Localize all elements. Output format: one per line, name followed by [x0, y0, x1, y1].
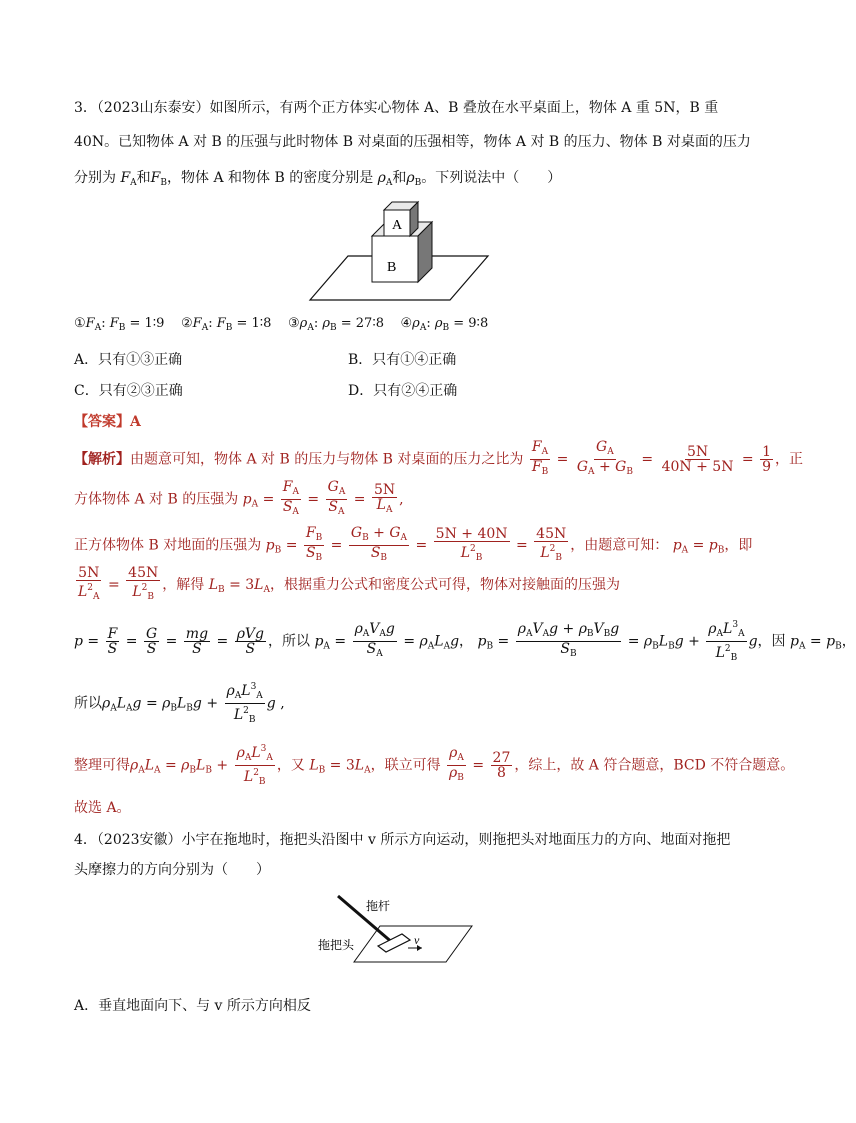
q3-line-3a: 分别为: [74, 170, 116, 186]
q3-line-1: 3．（2023山东泰安）如图所示，有两个正方体实心物体 A、B 叠放在水平桌面上，物体 A 重 5N，B 重: [74, 100, 719, 116]
q3-line-3b: ，物体 A 和物体 B 的密度分别是: [167, 170, 374, 186]
cube-a-label: A: [392, 218, 403, 233]
answer-line: [74, 412, 141, 432]
option-d: D．只有②④正确: [348, 383, 458, 399]
answer-label: 【答案】: [74, 414, 130, 430]
analysis-line-7: 整理可得$\rho_AL_A = \rho_BL_B$ + $\frac{\rho_AL^3_A}{L^2_B}$ ，又 $L_B = 3L_A$，联立可得 $\frac{\rho_A}{\rho_B}$ = $\frac{27}{8}$ ，综上，故 A 符合题意，BCD 不符合题意。: [74, 744, 795, 787]
mop-figure: [316, 892, 486, 968]
analysis-line-6: 所以$\rho_AL_Ag = \rho_BL_Bg$ + $\frac{\rho_AL^3_A}{L^2_B}$ g ,: [74, 682, 285, 725]
answer-value: A: [130, 414, 141, 430]
option-c: C．只有②③正确: [74, 383, 183, 399]
analysis-label: 【解析】: [74, 451, 130, 468]
analysis-conclusion: 故选 A。: [74, 800, 131, 816]
analysis-line-3: 正方体物体 B 对地面的压强为 $p_B$ = $\frac{F_B}{S_B}$ = $\frac{G_B + G_A}{S_B}$ = $\frac{5N + 40N}{L^2_B}$ = $\frac{45N}{L^2_B}$ ，由题意可知： $p_A = p_B$，即: [74, 525, 753, 563]
q4-line-1: 4．（2023安徽）小宇在拖地时，拖把头沿图中 v 所示方向运动，则拖把头对地面压力的方向、地面对拖把: [74, 832, 731, 848]
mop-rod-label: 拖杆: [366, 899, 391, 913]
statements-row: $①F_A$: $F_B$ = 1∶9 $②F_A$: $F_B$ = 1∶8 $③\rho_A$: $\rho_B$ = 27∶8 $④\rho_A$: $\rho_B$ = 9∶8: [74, 316, 489, 333]
analysis-line-4: $\frac{5N}{L^2_A}$ = $\frac{45N}{L^2_B}$ ，解得 $L_B = 3L_A$，根据重力公式和密度公式可得，物体对接触面的压强为: [78, 565, 620, 602]
option-a: A．只有①③正确: [74, 352, 183, 368]
cube-b-label: B: [387, 260, 397, 275]
q4-line-2: 头摩擦力的方向分别为（ ）: [74, 862, 270, 878]
option-b: B．只有①④正确: [348, 352, 457, 368]
q3-line-2: 40N。已知物体 A 对 B 的压强与此时物体 B 对桌面的压强相等，物体 A 对 B 的压力、物体 B 对桌面的压力: [74, 134, 751, 150]
mop-head-label: 拖把头: [318, 938, 355, 952]
analysis-line-2: 方体物体 A 对 B 的压强为 $p_A$ = $\frac{F_A}{S_A}$ = $\frac{G_A}{S_A}$ = $\frac{5N}{L_A}$ ,: [74, 479, 404, 517]
q4-option-a: A．垂直地面向下、与 v 所示方向相反: [74, 998, 311, 1014]
q3-line-3c: 。下列说法中（ ）: [421, 170, 562, 186]
analysis-line-1: 【解析】由题意可知，物体 A 对 B 的压力与物体 B 对桌面的压力之比为 $\frac{F_A}{F_B}$ = $\frac{G_A}{G_A + G_B}$ = $\frac{5N}{40N + 5N}$ = $\frac{1}{9}$ ，正: [74, 439, 804, 477]
analysis-line-5: p = $\frac{F}{S}$ = $\frac{G}{S}$ = $\frac{mg}{S}$ = $\frac{\text{ρVg}}{S}$ ，所以 $p_A$ = $\frac{\rho_AV_Ag}{S_A}$ = $\rho_AL_Ag$， $p_B$ = $\frac{\rho_AV_Ag + \rho_BV_Bg}{S_B}$ = $\rho_BL_Bg$ + $\frac{\rho_AL^3_A}{L^2_B}$ g，因 $p_A = p_B$，: [74, 620, 856, 663]
q3-line-3: 分别为 $F_A$和$F_B$，物体 A 和物体 B 的密度分别是 $\rho_A$和$\rho_B$。下列说法中（ ）: [74, 170, 562, 188]
velocity-label: v: [414, 933, 420, 947]
cubes-figure: [300, 196, 500, 308]
